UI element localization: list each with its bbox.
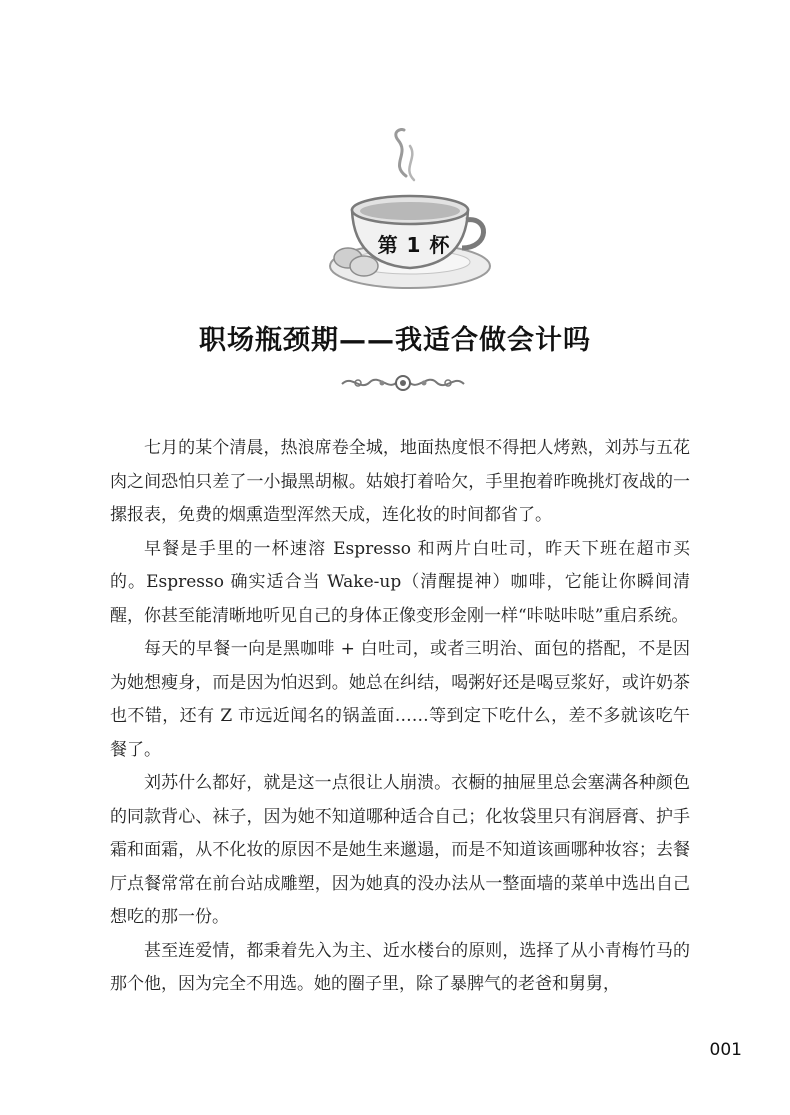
chapter-label: 第 1 杯 — [377, 233, 451, 257]
coffee-cup-icon — [318, 128, 493, 303]
paragraph: 每天的早餐一向是黑咖啡 + 白吐司，或者三明治、面包的搭配，不是因为她想瘦身，而是因为怕迟到。她总在纠结，喝粥好还是喝豆浆好，或许奶茶也不错，还有 Z 市远近闻名的锅盖面……等到定下吃什么，差不多就该吃午餐了。 — [110, 639, 690, 760]
paragraph: 七月的某个清晨，热浪席卷全城，地面热度恨不得把人烤熟，刘苏与五花肉之间恐怕只差了一小撮黑胡椒。姑娘打着哈欠，手里抱着昨晚挑灯夜战的一摞报表，免费的烟熏造型浑然天成，连化妆的时间都省了。 — [110, 438, 690, 525]
paragraph: 刘苏什么都好，就是这一点很让人崩溃。衣橱的抽屉里总会塞满各种颜色的同款背心、袜子，因为她不知道哪种适合自己；化妆袋里只有润唇膏、护手霜和面霜，从不化妆的原因不是她生来邋遢，而是不知道该画哪种妆容；去餐厅点餐常常在前台站成雕塑，因为她真的没办法从一整面墙的菜单中选出自己想吃的那一份。 — [110, 773, 690, 927]
chapter-body — [110, 432, 690, 1002]
paragraph: 甚至连爱情，都秉着先入为主、近水楼台的原则，选择了从小青梅竹马的那个他，因为完全不用选。她的圈子里，除了暴脾气的老爸和舅舅， — [110, 940, 690, 994]
page-number: 001 — [709, 1040, 742, 1060]
paragraph: 早餐是手里的一杯速溶 Espresso 和两片白吐司，昨天下班在超市买的。Espresso 确实适合当 Wake-up（清醒提神）咖啡，它能让你瞬间清醒，你甚至能清晰地听见自己的身体正像变形金刚一样“咔哒咔哒”重启系统。 — [110, 538, 690, 626]
flourish-ornament-icon — [338, 370, 468, 396]
chapter-title: 职场瓶颈期——我适合做会计吗 — [199, 325, 591, 356]
